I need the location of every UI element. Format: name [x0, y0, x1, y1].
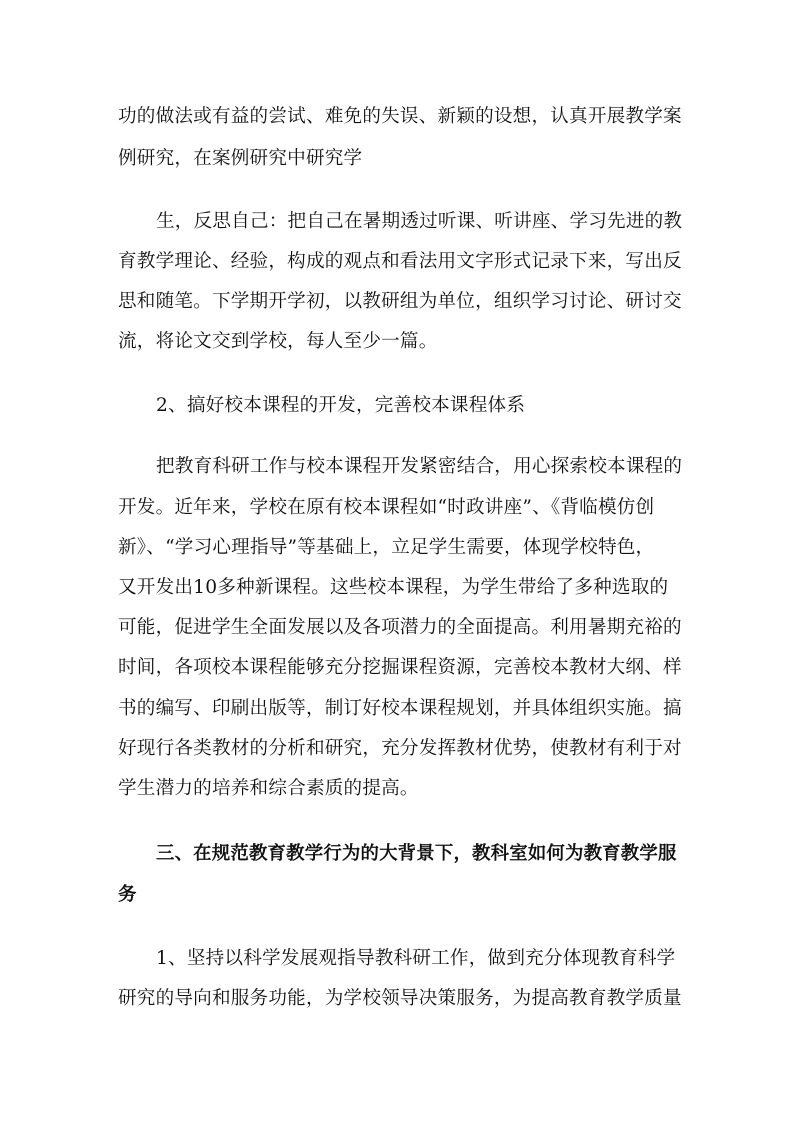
text-line: 生，反思自己：把自己在暑期透过听课、听讲座、学习先进的教: [156, 211, 683, 232]
text-line: 1、坚持以科学发展观指导教科研工作，做到充分体现教育科学: [156, 948, 676, 969]
text-line: 书的编写、印刷出版等，制订好校本课程规划，并具体组织实施。搞: [118, 698, 682, 719]
text-line: 可能，促进学生全面发展以及各项潜力的全面提高。利用暑期充裕的: [118, 617, 682, 638]
text-line: 学生潜力的培养和综合素质的提高。: [118, 778, 419, 799]
text-line: 又开发出10多种新课程。这些校本课程，为学生带给了多种选取的: [118, 577, 669, 598]
text-line: 流，将论文交到学校，每人至少一篇。: [118, 331, 438, 352]
section-heading: 三、在规范教育教学行为的大背景下，教科室如何为教育教学服: [156, 843, 677, 864]
text-line: 开发。近年来，学校在原有校本课程如“时政讲座”、《背临模仿创: [118, 497, 655, 518]
text-line: 思和随笔。下学期开学初，以教研组为单位，组织学习讨论、研讨交: [118, 291, 682, 312]
text-line: 育教学理论、经验，构成的观点和看法用文字形式记录下来，写出反: [118, 251, 682, 272]
text-line: 好现行各类教材的分析和研究，充分发挥教材优势，使教材有利于对: [118, 738, 682, 759]
section-heading: 务: [118, 884, 137, 905]
text-line: 把教育科研工作与校本课程开发紧密结合，用心探索校本课程的: [156, 456, 683, 477]
section-subheading: 2、搞好校本课程的开发，完善校本课程体系: [156, 395, 526, 416]
text-line: 例研究，在案例研究中研究学: [118, 148, 363, 169]
text-line: 新》、“学习心理指导”等基础上，立足学生需要，体现学校特色，: [118, 537, 655, 558]
text-line: 时间，各项校本课程能够充分挖掘课程资源，完善校本教材大纲、样: [118, 657, 682, 678]
text-line: 研究的导向和服务功能，为学校领导决策服务，为提高教育教学质量: [118, 988, 682, 1009]
text-line: 功的做法或有益的尝试、难免的失误、新颖的设想，认真开展教学案: [118, 106, 682, 127]
